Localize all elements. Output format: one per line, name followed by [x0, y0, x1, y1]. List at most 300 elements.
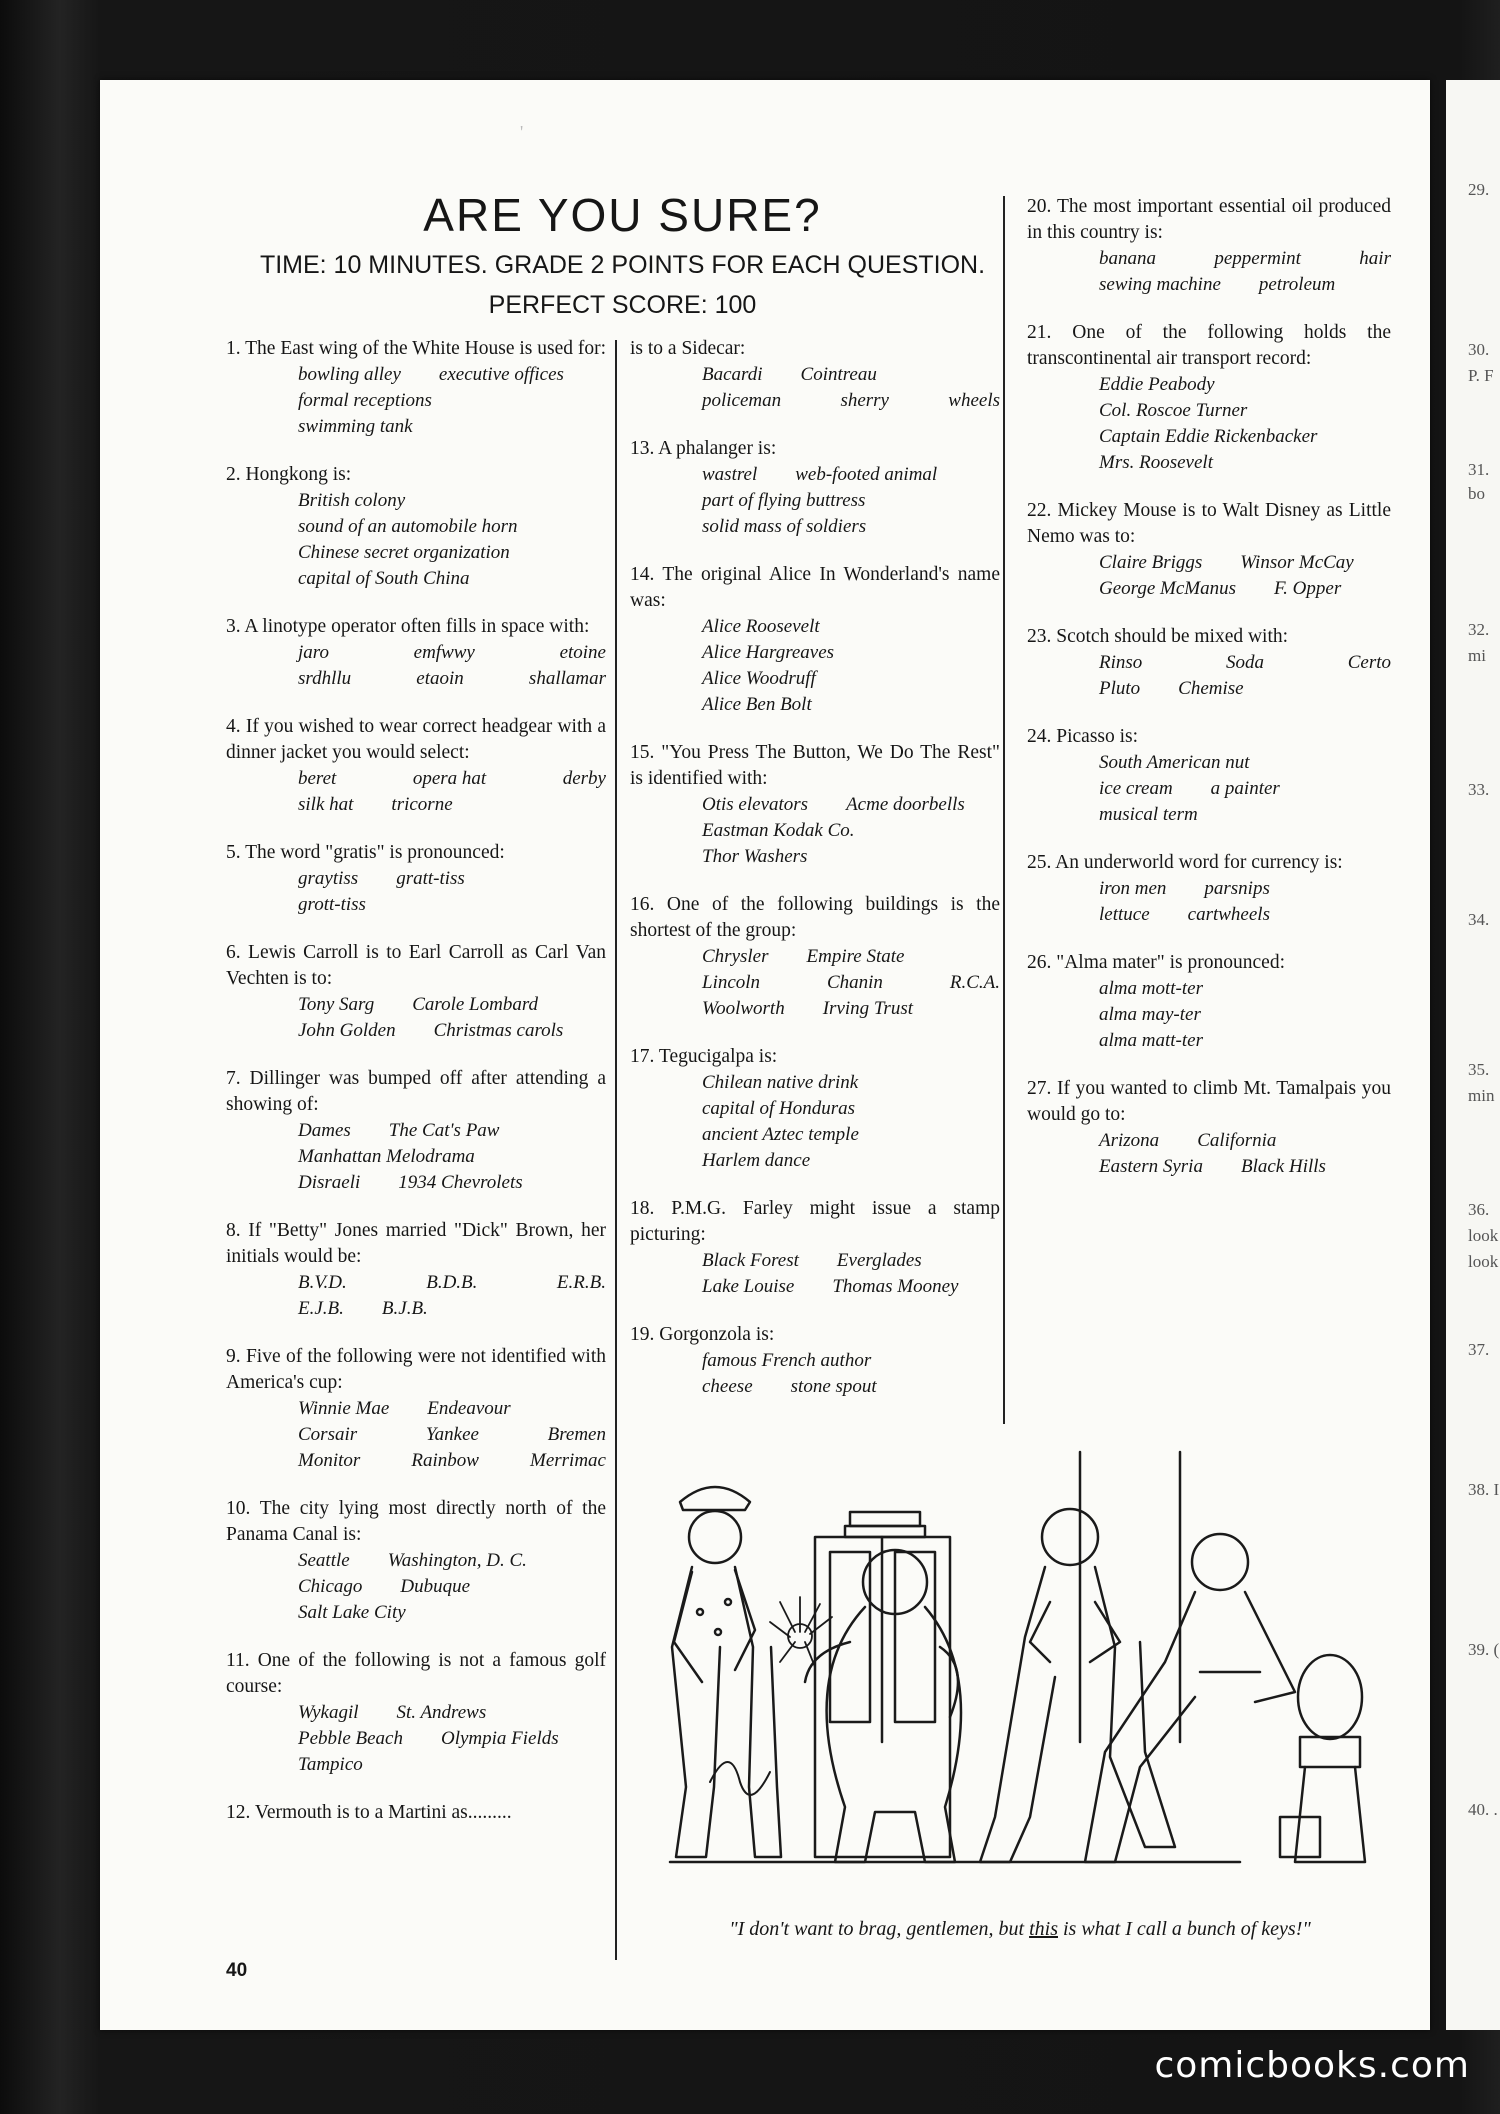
answer-option: graytiss — [298, 868, 359, 889]
column-divider — [1003, 196, 1005, 1424]
options-row — [298, 892, 606, 918]
answer-option: R.C.A. — [949, 972, 1000, 993]
options-row — [1099, 1128, 1391, 1154]
cartoon-drawing — [640, 1442, 1400, 1912]
answer-option: John Golden — [298, 1020, 396, 1041]
options-row — [298, 1548, 606, 1574]
answer-option: formal receptions — [298, 390, 432, 411]
answer-option: petroleum — [1258, 274, 1336, 295]
options-row — [702, 1248, 1000, 1274]
options-row — [298, 514, 606, 540]
question-text: 18. P.M.G. Farley might issue a stamp picturing: — [630, 1198, 1000, 1245]
options-row — [298, 1448, 606, 1474]
answer-option: Manhattan Melodrama — [298, 1146, 475, 1167]
answer-option: solid mass of soldiers — [702, 516, 867, 537]
options-row — [298, 1600, 606, 1626]
options-row — [298, 488, 606, 514]
question-text: 5. The word "gratis" is pronounced: — [226, 842, 505, 863]
quiz-question — [630, 740, 1000, 870]
answer-option: Harlem dance — [702, 1150, 811, 1171]
answer-options — [1027, 1128, 1391, 1180]
options-row — [702, 514, 1000, 540]
answer-options — [630, 614, 1000, 718]
answer-option: peppermint — [1214, 248, 1301, 269]
column-divider — [615, 340, 617, 1960]
question-text: 8. If "Betty" Jones married "Dick" Brown, her initials would be: — [226, 1220, 606, 1267]
question-text: 19. Gorgonzola is: — [630, 1324, 775, 1345]
options-row — [298, 866, 606, 892]
adjacent-page-fragment: 31. — [1468, 460, 1490, 479]
answer-option: banana — [1099, 248, 1156, 269]
options-row — [1099, 876, 1391, 902]
answer-option: derby — [562, 768, 606, 789]
answer-options — [226, 1396, 606, 1474]
quiz-question — [1027, 194, 1391, 298]
options-row — [1099, 776, 1391, 802]
options-row — [702, 388, 1000, 414]
answer-option: Chinese secret organization — [298, 542, 510, 563]
options-row — [298, 1018, 606, 1044]
options-row — [702, 692, 1000, 718]
answer-option: Seattle — [298, 1550, 350, 1571]
quiz-question — [1027, 850, 1391, 928]
options-row — [1099, 802, 1391, 828]
answer-option: B.J.B. — [381, 1298, 428, 1319]
answer-option: Pluto — [1099, 678, 1141, 699]
answer-option: Chicago — [298, 1576, 363, 1597]
answer-options — [630, 462, 1000, 540]
options-row — [702, 970, 1000, 996]
page-title: ARE YOU SURE? — [423, 189, 822, 241]
caption-underlined: this — [1029, 1918, 1058, 1940]
answer-option: Irving Trust — [822, 998, 913, 1019]
answer-option: Tony Sarg — [298, 994, 375, 1015]
question-text: 25. An underworld word for currency is: — [1027, 852, 1343, 873]
options-row — [702, 944, 1000, 970]
question-text: 14. The original Alice In Wonderland's name was: — [630, 564, 1000, 611]
answer-option: opera hat — [412, 768, 487, 789]
answer-option: capital of South China — [298, 568, 470, 589]
question-text: 10. The city lying most directly north of the Panama Canal is: — [226, 1498, 606, 1545]
options-row — [702, 844, 1000, 870]
answer-option: etaoin — [416, 668, 464, 689]
question-text: 15. "You Press The Button, We Do The Rest" is identified with: — [630, 742, 1000, 789]
answer-option: E.R.B. — [556, 1272, 606, 1293]
options-row — [702, 1374, 1000, 1400]
answer-option: Thor Washers — [702, 846, 808, 867]
answer-option: web-footed animal — [795, 464, 938, 485]
question-text: 13. A phalanger is: — [630, 438, 777, 459]
options-row — [298, 792, 606, 818]
question-text: 23. Scotch should be mixed with: — [1027, 626, 1289, 647]
answer-option: Alice Ben Bolt — [702, 694, 812, 715]
answer-option: grott-tiss — [298, 894, 366, 915]
answer-option: Carole Lombard — [412, 994, 539, 1015]
options-row — [702, 792, 1000, 818]
options-row — [298, 1396, 606, 1422]
options-row — [1099, 976, 1391, 1002]
adjacent-page-fragment: 30. — [1468, 340, 1490, 359]
answer-option: Chemise — [1178, 678, 1244, 699]
answer-options — [226, 488, 606, 592]
question-text: 16. One of the following buildings is the shortest of the group: — [630, 894, 1000, 941]
options-row — [298, 666, 606, 692]
question-text: 12. Vermouth is to a Martini as......... — [226, 1802, 512, 1823]
quiz-question — [226, 1066, 606, 1196]
answer-options — [226, 1270, 606, 1322]
question-text: 1. The East wing of the White House is used for: — [226, 338, 607, 359]
answer-option: Alice Woodruff — [702, 668, 816, 689]
options-row — [702, 1148, 1000, 1174]
options-row — [702, 1274, 1000, 1300]
adjacent-page-fragment: mi — [1468, 646, 1486, 665]
answer-option: beret — [298, 768, 337, 789]
answer-option: Dubuque — [400, 1576, 471, 1597]
answer-options — [1027, 876, 1391, 928]
answer-option: Rainbow — [411, 1450, 479, 1471]
options-row — [702, 1096, 1000, 1122]
question-text: 7. Dillinger was bumped off after attending a showing of: — [226, 1068, 606, 1115]
answer-option: Wykagil — [298, 1702, 359, 1723]
answer-option: Washington, D. C. — [387, 1550, 527, 1571]
options-row — [298, 992, 606, 1018]
answer-option: stone spout — [790, 1376, 877, 1397]
options-row — [1099, 576, 1391, 602]
answer-option: emfwwy — [413, 642, 475, 663]
options-row — [702, 640, 1000, 666]
quiz-question — [226, 336, 606, 440]
answer-option: E.J.B. — [298, 1298, 344, 1319]
answer-option: iron men — [1099, 878, 1167, 899]
answer-option: Alice Hargreaves — [702, 642, 835, 663]
answer-options — [226, 766, 606, 818]
options-row — [1099, 550, 1391, 576]
answer-option: alma matt-ter — [1099, 1030, 1203, 1051]
answer-option: Disraeli — [298, 1172, 361, 1193]
quiz-question — [630, 1196, 1000, 1300]
options-row — [298, 1726, 606, 1752]
question-text: 6. Lewis Carroll is to Earl Carroll as Carl Van Vechten is to: — [226, 942, 606, 989]
answer-options — [630, 944, 1000, 1022]
adjacent-page-fragment: 32. — [1468, 620, 1490, 639]
answer-option: Yankee — [425, 1424, 479, 1445]
quiz-question — [630, 1322, 1000, 1400]
question-text: 22. Mickey Mouse is to Walt Disney as Little Nemo was to: — [1027, 500, 1391, 547]
options-row — [298, 540, 606, 566]
options-row — [702, 462, 1000, 488]
answer-options — [1027, 550, 1391, 602]
quiz-question — [1027, 498, 1391, 602]
answer-options — [1027, 246, 1391, 298]
options-row — [298, 1144, 606, 1170]
options-row — [298, 1752, 606, 1778]
answer-option: Olympia Fields — [440, 1728, 559, 1749]
answer-option: shallamar — [528, 668, 606, 689]
options-row — [1099, 398, 1391, 424]
options-row — [298, 766, 606, 792]
options-row — [1099, 450, 1391, 476]
answer-option: ice cream — [1099, 778, 1173, 799]
quiz-question — [226, 714, 606, 818]
options-row — [298, 1170, 606, 1196]
question-text: 2. Hongkong is: — [226, 464, 352, 485]
answer-option: wheels — [948, 390, 1000, 411]
answer-option: Bremen — [547, 1424, 606, 1445]
quiz-question — [1027, 320, 1391, 476]
answer-option: alma mott-ter — [1099, 978, 1203, 999]
options-row — [298, 362, 606, 388]
answer-option: Alice Roosevelt — [702, 616, 820, 637]
options-row — [298, 1296, 606, 1322]
quiz-question — [226, 840, 606, 918]
answer-option: Claire Briggs — [1099, 552, 1203, 573]
options-row — [702, 1348, 1000, 1374]
answer-option: parsnips — [1204, 878, 1270, 899]
answer-option: South American nut — [1099, 752, 1250, 773]
quiz-instructions: TIME: 10 MINUTES. GRADE 2 POINTS FOR EACH QUESTION. — [259, 251, 986, 279]
adjacent-page-fragment: 38. I — [1468, 1480, 1500, 1499]
quiz-question — [630, 1044, 1000, 1174]
answer-option: B.D.B. — [426, 1272, 478, 1293]
question-text: 9. Five of the following were not identified with America's cup: — [226, 1346, 606, 1393]
adjacent-page-fragment: 39. ( — [1468, 1640, 1500, 1659]
answer-option: B.V.D. — [298, 1272, 347, 1293]
question-text: 24. Picasso is: — [1027, 726, 1139, 747]
answer-options — [226, 362, 606, 440]
answer-option: alma may-ter — [1099, 1004, 1201, 1025]
question-text: is to a Sidecar: — [630, 338, 746, 359]
answer-option: tricorne — [391, 794, 453, 815]
options-row — [298, 1422, 606, 1448]
answer-options — [1027, 372, 1391, 476]
answer-option: capital of Honduras — [702, 1098, 856, 1119]
watermark[interactable]: comicbooks.com — [1154, 2045, 1470, 2086]
options-row — [702, 1122, 1000, 1148]
options-row — [1099, 750, 1391, 776]
answer-option: Certo — [1347, 652, 1391, 673]
answer-option: Soda — [1226, 652, 1264, 673]
quiz-question — [1027, 724, 1391, 828]
adjacent-page-fragment: 33. — [1468, 780, 1490, 799]
answer-option: famous French author — [702, 1350, 872, 1371]
questions-column-1 — [226, 336, 606, 1826]
caption-after: is what I call a bunch of keys!" — [1057, 1918, 1311, 1940]
answer-option: Pebble Beach — [298, 1728, 403, 1749]
quiz-question — [226, 1496, 606, 1626]
answer-option: Winnie Mae — [298, 1398, 390, 1419]
answer-option: Endeavour — [427, 1398, 511, 1419]
quiz-header — [235, 186, 1010, 322]
answer-option: Eddie Peabody — [1099, 374, 1215, 395]
adjacent-page-fragment: 35. — [1468, 1060, 1490, 1079]
question-text: 4. If you wished to wear correct headgear with a dinner jacket you would select: — [226, 716, 606, 763]
cartoon-caption — [650, 1918, 1390, 1941]
answer-option: Chanin — [826, 972, 883, 993]
answer-options — [1027, 750, 1391, 828]
adjacent-page-fragment: min — [1468, 1086, 1495, 1105]
quiz-question — [1027, 624, 1391, 702]
answer-options — [1027, 976, 1391, 1054]
answer-option: Christmas carols — [433, 1020, 564, 1041]
adjacent-page-fragment: bo — [1468, 484, 1485, 503]
options-row — [702, 614, 1000, 640]
answer-options — [630, 1070, 1000, 1174]
answer-option: jaro — [298, 642, 329, 663]
answer-option: cheese — [702, 1376, 753, 1397]
answer-option: etoine — [559, 642, 606, 663]
quiz-question — [1027, 1076, 1391, 1180]
adjacent-page-fragment: P. F — [1468, 366, 1494, 385]
answer-option: Otis elevators — [702, 794, 809, 815]
page-number: 40 — [226, 1960, 248, 1981]
answer-option: Tampico — [298, 1754, 363, 1775]
answer-option: Monitor — [298, 1450, 361, 1471]
answer-option: Bacardi — [702, 364, 763, 385]
options-row — [702, 1070, 1000, 1096]
answer-option: Chilean native drink — [702, 1072, 859, 1093]
answer-option: Eastman Kodak Co. — [702, 820, 855, 841]
quiz-question — [226, 614, 606, 692]
answer-option: a painter — [1210, 778, 1280, 799]
answer-options — [630, 792, 1000, 870]
options-row — [298, 640, 606, 666]
answer-option: Salt Lake City — [298, 1602, 406, 1623]
answer-option: Lake Louise — [702, 1276, 795, 1297]
adjacent-page-fragment: look — [1468, 1226, 1499, 1245]
answer-option: George McManus — [1099, 578, 1237, 599]
answer-option: Dames — [298, 1120, 351, 1141]
answer-option: sewing machine — [1099, 274, 1221, 295]
options-row — [298, 1118, 606, 1144]
answer-option: Captain Eddie Rickenbacker — [1099, 426, 1318, 447]
answer-option: Black Forest — [702, 1250, 799, 1271]
answer-option: musical term — [1099, 804, 1198, 825]
options-row — [298, 388, 606, 414]
question-text: 27. If you wanted to climb Mt. Tamalpais you would go to: — [1027, 1078, 1391, 1125]
answer-option: Corsair — [298, 1424, 358, 1445]
scan-speck: ' — [520, 122, 524, 142]
answer-option: Mrs. Roosevelt — [1099, 452, 1213, 473]
adjacent-page-edge — [1446, 80, 1500, 2030]
question-text: 17. Tegucigalpa is: — [630, 1046, 778, 1067]
answer-option: Woolworth — [702, 998, 785, 1019]
answer-option: ancient Aztec temple — [702, 1124, 859, 1145]
adjacent-page-fragment: 40. . — [1468, 1800, 1498, 1819]
answer-options — [226, 1118, 606, 1196]
quiz-question — [630, 336, 1000, 414]
options-row — [1099, 424, 1391, 450]
perfect-score: PERFECT SCORE: 100 — [488, 291, 757, 319]
answer-options — [630, 1348, 1000, 1400]
answer-options — [226, 1700, 606, 1778]
answer-option: Merrimac — [530, 1450, 606, 1471]
quiz-question — [226, 1218, 606, 1322]
questions-column-2 — [630, 336, 1000, 1422]
answer-option: cartwheels — [1187, 904, 1270, 925]
options-row — [298, 1270, 606, 1296]
answer-option: Empire State — [806, 946, 905, 967]
answer-option: srdhllu — [298, 668, 352, 689]
answer-option: wastrel — [702, 464, 758, 485]
answer-option: Everglades — [836, 1250, 922, 1271]
options-row — [702, 666, 1000, 692]
adjacent-page-fragment: 37. — [1468, 1340, 1490, 1359]
quiz-question — [630, 562, 1000, 718]
adjacent-page-fragment: 34. — [1468, 910, 1490, 929]
answer-option: St. Andrews — [396, 1702, 487, 1723]
answer-options — [226, 992, 606, 1044]
answer-option: gratt-tiss — [396, 868, 465, 889]
options-row — [702, 362, 1000, 388]
answer-option: sherry — [840, 390, 889, 411]
answer-option: Lincoln — [702, 972, 761, 993]
quiz-question — [226, 1800, 606, 1826]
options-row — [298, 1574, 606, 1600]
answer-option: executive offices — [438, 364, 564, 385]
options-row — [702, 996, 1000, 1022]
quiz-question — [226, 1344, 606, 1474]
answer-option: Winsor McCay — [1240, 552, 1354, 573]
options-row — [702, 818, 1000, 844]
answer-option: part of flying buttress — [702, 490, 866, 511]
quiz-question — [226, 1648, 606, 1778]
questions-column-3 — [1027, 194, 1391, 1202]
answer-option: British colony — [298, 490, 406, 511]
answer-option: California — [1197, 1130, 1277, 1151]
question-text: 11. One of the following is not a famous golf course: — [226, 1650, 606, 1697]
answer-options — [630, 362, 1000, 414]
options-row — [1099, 372, 1391, 398]
answer-option: swimming tank — [298, 416, 413, 437]
options-row — [298, 566, 606, 592]
answer-option: Cointreau — [800, 364, 877, 385]
answer-option: Col. Roscoe Turner — [1099, 400, 1248, 421]
answer-option: Arizona — [1099, 1130, 1160, 1151]
answer-option: F. Opper — [1274, 578, 1342, 599]
options-row — [1099, 902, 1391, 928]
answer-option: policeman — [702, 390, 782, 411]
answer-option: silk hat — [298, 794, 354, 815]
options-row — [702, 488, 1000, 514]
quiz-question — [226, 462, 606, 592]
answer-option: The Cat's Paw — [388, 1120, 500, 1141]
options-row — [1099, 246, 1391, 272]
question-text: 3. A linotype operator often fills in space with: — [226, 616, 590, 637]
quiz-question — [630, 892, 1000, 1022]
answer-options — [226, 640, 606, 692]
answer-option: Acme doorbells — [846, 794, 965, 815]
answer-options — [630, 1248, 1000, 1300]
options-row — [1099, 1028, 1391, 1054]
answer-option: hair — [1359, 248, 1391, 269]
options-row — [1099, 1002, 1391, 1028]
quiz-question — [1027, 950, 1391, 1054]
adjacent-page-fragment: 36. — [1468, 1200, 1490, 1219]
answer-option: lettuce — [1099, 904, 1150, 925]
options-row — [1099, 272, 1391, 298]
question-text: 26. "Alma mater" is pronounced: — [1027, 952, 1285, 973]
options-row — [1099, 650, 1391, 676]
answer-option: Eastern Syria — [1099, 1156, 1203, 1177]
quiz-question — [226, 940, 606, 1044]
answer-option: sound of an automobile horn — [298, 516, 518, 537]
adjacent-page-fragment: 29. — [1468, 180, 1490, 199]
answer-options — [226, 866, 606, 918]
quiz-question — [630, 436, 1000, 540]
cartoon-illustration — [640, 1442, 1400, 1942]
answer-option: Thomas Mooney — [832, 1276, 959, 1297]
options-row — [298, 414, 606, 440]
